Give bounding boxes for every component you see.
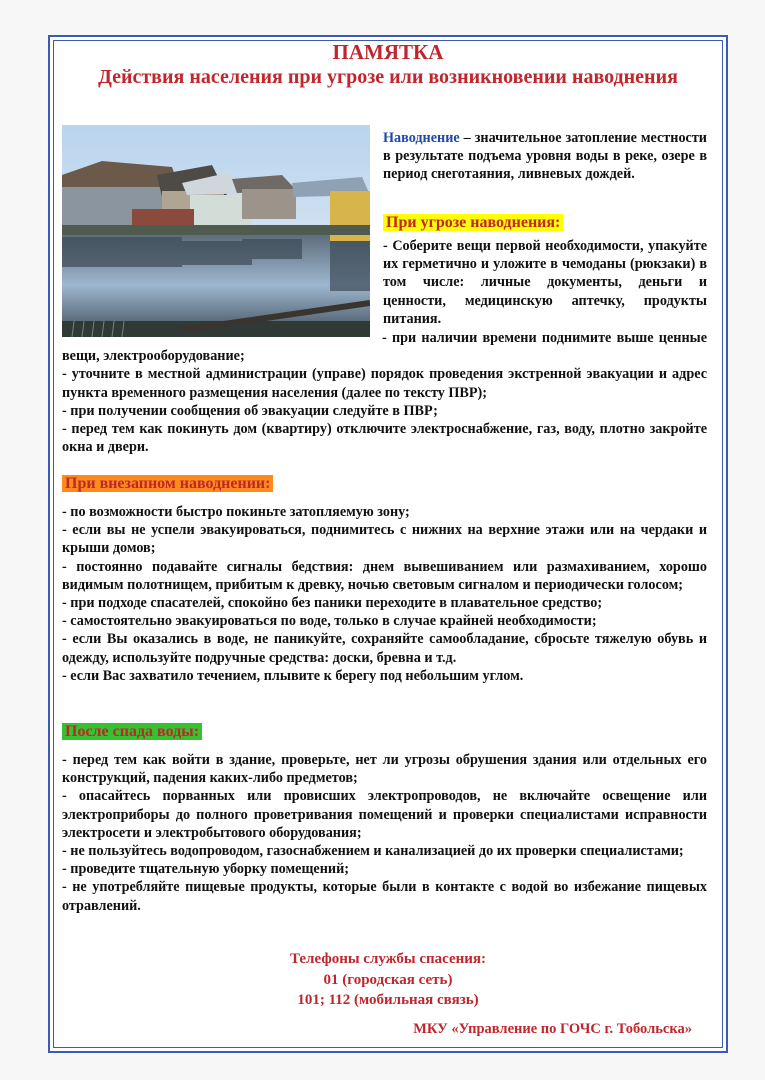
organization-signature: МКУ «Управление по ГОЧС г. Тобольска» <box>413 1021 692 1037</box>
sudden-item-2: - если вы не успели эвакуироваться, поднимитесь с нижних на верхние этажи или на чердаки и крыши домов; <box>62 522 707 557</box>
threat-item-3: - уточните в местной администрации (управе) порядок проведения экстренной эвакуации и адрес пункта временного размещения населения (далее по тексту ПВР); <box>62 366 707 401</box>
page-title: ПАМЯТКА <box>332 40 444 64</box>
phones-mobile: 101; 112 (мобильная связь) <box>297 992 479 1008</box>
sudden-item-7: - если Вас захватило течением, плывите к берегу под небольшим углом. <box>62 667 524 684</box>
sudden-item-6: - если Вы оказались в воде, не паникуйте, сохраняйте самообладание, сбросьте тяжелую обувь и одежду, используйте подручные средства: доски, бревна и т.д. <box>62 631 707 666</box>
sudden-items <box>62 503 707 685</box>
definition-text: – значительное затопление местности в результате подъема уровня воды в реке, озере в период снеготаяния, ливневых дождей. <box>383 130 707 183</box>
threat-item-4: - при получении сообщения об эвакуации следуйте в ПВР; <box>62 402 438 419</box>
threat-items-full <box>62 329 707 456</box>
rescue-phones <box>50 949 726 1011</box>
definition-term: Наводнение <box>383 130 460 146</box>
after-heading-text: После спада воды: <box>62 723 202 740</box>
definition-paragraph <box>383 129 707 184</box>
after-items <box>62 751 707 915</box>
threat-item-5: - перед тем как покинуть дом (квартиру) отключите электроснабжение, газ, воду, плотно закройте окна и двери. <box>62 421 707 456</box>
flood-photo <box>62 125 370 337</box>
sudden-item-5: - самостоятельно эвакуироваться по воде, только в случае крайней необходимости; <box>62 613 597 630</box>
after-item-3: - не пользуйтесь водопроводом, газоснабжением и канализацией до их проверки специалистами; <box>62 843 684 860</box>
after-item-5: - не употребляйте пищевые продукты, которые были в контакте с водой во избежание пищевых отравлений. <box>62 879 707 914</box>
phones-title: Телефоны службы спасения: <box>289 951 487 967</box>
poster-frame <box>48 35 728 1053</box>
threat-heading <box>383 212 563 234</box>
after-heading <box>62 721 202 743</box>
after-item-2: - опасайтесь порванных или провисших электропроводов, не включайте освещение или электроприборы до полного проветривания помещений и проверки специалистами исправности электросети и электробытового оборудования; <box>62 788 707 841</box>
sudden-heading <box>62 473 273 495</box>
sudden-item-4: - при подходе спасателей, спокойно без паники переходите в плавательное средство; <box>62 595 603 612</box>
after-item-4: - проведите тщательную уборку помещений; <box>62 861 349 878</box>
sudden-item-1: - по возможности быстро покиньте затопляемую зону; <box>62 504 410 520</box>
page-subtitle: Действия населения при угрозе или возникновении наводнения <box>98 66 678 88</box>
threat-item-1: - Соберите вещи первой необходимости, упакуйте их герметично и уложите в чемоданы (рюкзаки) в том числе: личные документы, деньги и ценности, медицинскую аптечку, продукты питания. <box>383 238 707 327</box>
threat-heading-text: При угрозе наводнения: <box>383 214 563 231</box>
phones-landline: 01 (городская сеть) <box>323 971 453 988</box>
after-item-1: - перед тем как войти в здание, проверьте, нет ли угрозы обрушения здания или отдельных его конструкций, падения каких-либо предметов; <box>62 752 707 787</box>
sudden-item-3: - постоянно подавайте сигналы бедствия: днем вывешиванием или размахиванием, хорошо видимым полотнищем, прибитым к древку, ночью световым сигналом и периодически голосом; <box>62 558 707 593</box>
sudden-heading-text: При внезапном наводнении: <box>62 475 273 492</box>
threat-item-2: - при наличии времени поднимите выше ценные вещи, электрооборудование; <box>62 330 707 365</box>
